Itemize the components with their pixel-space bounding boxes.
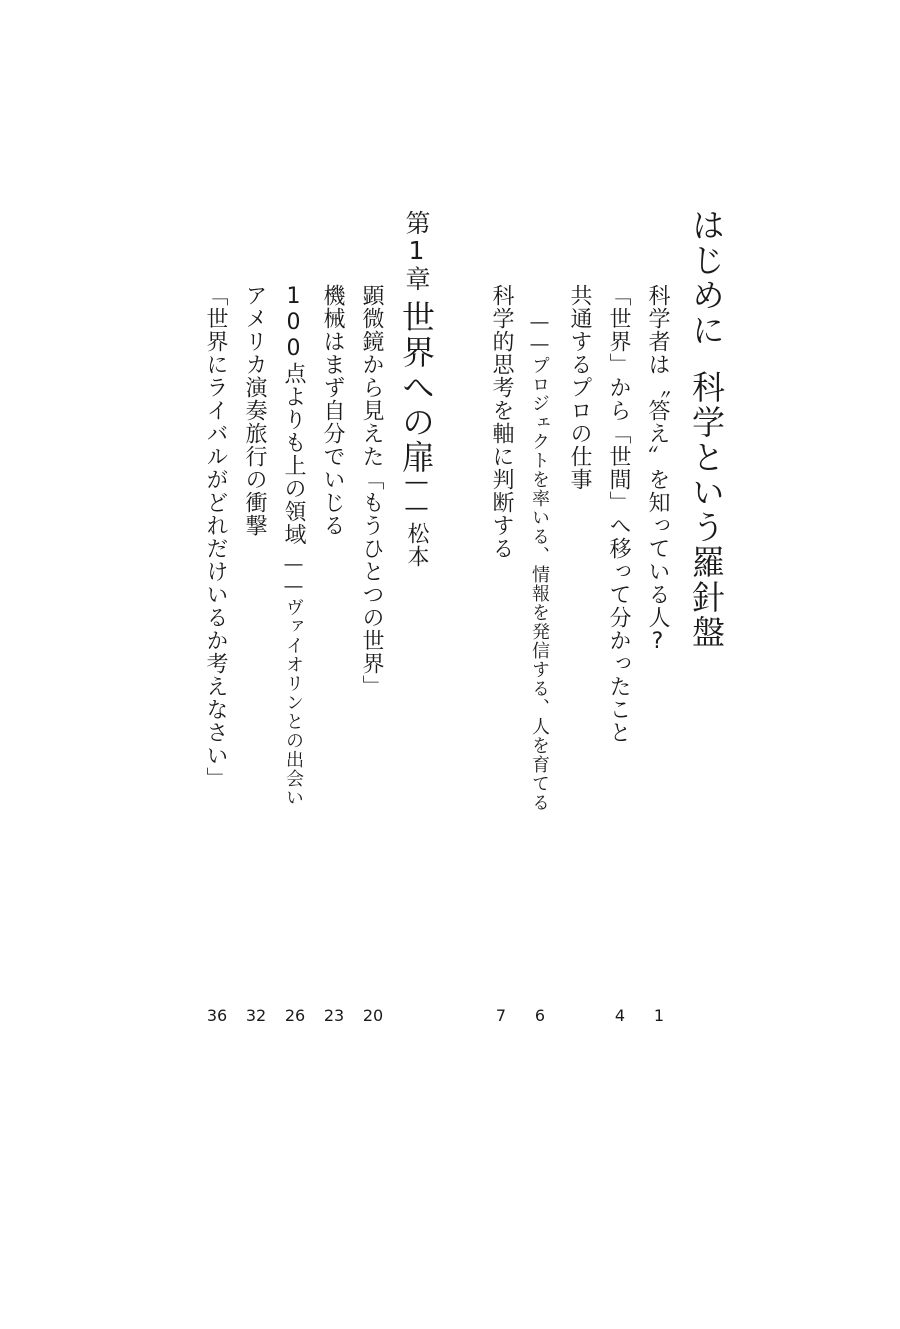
chapter-number: 第1章 <box>402 210 431 292</box>
toc-entry-text: 機械はまず自分でいじる <box>320 284 345 537</box>
toc-entry[interactable] <box>607 284 629 744</box>
toc-entry-subtitle: ――ヴァイオリンとの出会い <box>283 554 304 807</box>
intro-title: 科学という羅針盤 <box>687 370 726 650</box>
page-number: 4 <box>614 1006 626 1025</box>
page-number: 36 <box>206 1006 228 1025</box>
toc-entry-text: アメリカ演奏旅行の衝撃 <box>242 284 267 537</box>
page-number: 32 <box>245 1006 267 1025</box>
page-number: 7 <box>495 1006 507 1025</box>
toc-entry-subtitle[interactable] <box>530 312 548 812</box>
toc-entry[interactable] <box>490 284 512 560</box>
toc-entry[interactable] <box>360 284 382 698</box>
page-number: 26 <box>284 1006 306 1025</box>
toc-entry-text: 科学的思考を軸に判断する <box>489 284 514 560</box>
toc-entry[interactable] <box>568 284 590 491</box>
toc-entry-text: 科学者は〝答え〟を知っている人? <box>645 284 670 655</box>
toc-entry-text: 顕微鏡から見えた「もうひとつの世界」 <box>359 284 384 698</box>
toc-entry-text: ――プロジェクトを率いる、情報を発信する、人を育てる <box>529 312 550 812</box>
toc-entry[interactable] <box>204 284 226 790</box>
toc-entry-text: 「世界にライバルがどれだけいるか考えなさい」 <box>203 284 228 790</box>
intro-label: はじめに <box>687 208 726 348</box>
toc-entry[interactable] <box>321 284 343 537</box>
page-number: 6 <box>534 1006 546 1025</box>
chapter-title: 世界への扉 <box>397 300 436 475</box>
page-number: 20 <box>362 1006 384 1025</box>
toc-entry-text: 「世界」から「世間」へ移って分かったこと <box>606 284 631 744</box>
intro-heading <box>687 208 726 650</box>
toc-entry-text: 共通するプロの仕事 <box>567 284 592 491</box>
page-number: 1 <box>653 1006 665 1025</box>
chapter-author: ――松本 <box>404 470 429 568</box>
toc-entry[interactable] <box>282 284 304 807</box>
toc-entry-text: 100点よりも上の領域 <box>281 284 306 546</box>
toc-entry[interactable] <box>646 284 668 655</box>
page-number: 23 <box>323 1006 345 1025</box>
toc-entry[interactable] <box>243 284 265 537</box>
